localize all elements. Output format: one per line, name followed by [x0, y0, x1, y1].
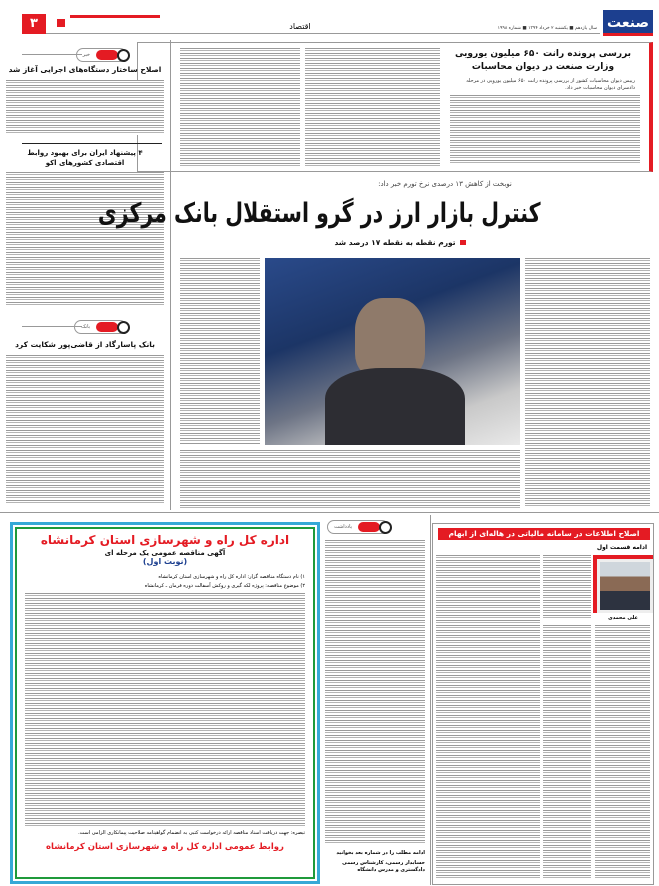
ad-footer: روابط عمومی اداره کل راه و شهرسازی استان کرمانشاه [46, 842, 284, 852]
calendar-icon [57, 19, 65, 27]
ad-subtitle: آگهی مناقصه عمومی یک مرحله ای [104, 549, 226, 557]
section-title: اقتصاد [289, 22, 311, 31]
ad-note: تبصره: جهت دریافت اسناد مناقصه ارائه درخواست کتبی به انضمام گواهینامه صلاحیت پیمانکاری الزامی است. [78, 830, 305, 836]
main-kicker: نوبخت از کاهش ۱۳ درصدی نرخ تورم خبر داد: [378, 180, 512, 188]
main-headline[interactable]: کنترل بازار ارز در گرو استقلال بانک مرکزی [97, 198, 541, 229]
bullet-icon [460, 240, 466, 245]
news-tag: خبر [76, 48, 127, 62]
bottom-story-headline[interactable]: اصلاح اطلاعات در سامانه مالیاتی در هاله‌ای از ابهام [438, 528, 650, 540]
column-tag: یادداشت [327, 520, 389, 534]
ad-title: اداره کل راه و شهرسازی استان کرمانشاه [40, 533, 290, 547]
main-headline-wrap [97, 194, 610, 234]
part-label: ادامه قسمت اول [596, 544, 647, 551]
continued-note: ادامه مطلب را در شماره بعد بخوانید [336, 850, 425, 856]
sidebar-headline-3[interactable]: بانک پاسارگاد از قاضی‌پور شکایت کرد [15, 340, 155, 349]
main-photo [265, 258, 520, 445]
top-story-headline[interactable]: بررسی پرونده رانت ۶۵۰ میلیون یورویی وزارت صنعت در دیوان محاسبات [454, 49, 632, 72]
main-subhead: تورم نقطه به نقطه ۱۷ درصد شد [280, 238, 520, 247]
sidebar-headline-2[interactable]: ۴ پیشنهاد ایران برای بهبود روابط اقتصادی کشورهای اکو [27, 149, 143, 167]
dateline: سال یازدهم ■ یکشنبه ۲ خرداد ۱۳۹۴ ■ شماره ۱۹۹۸ [497, 26, 597, 31]
author-bio: حسابدار رسمی، کارشناس رسمی دادگستری و مدرس دانشگاه [342, 860, 425, 873]
ad-round: (نوبت اول) [142, 557, 188, 566]
logo[interactable]: صنعت [603, 10, 653, 36]
page-number: ۳ [22, 14, 46, 34]
bank-tag: بانک [74, 320, 127, 334]
author-name: علی محمدی [608, 615, 638, 621]
speaker-figure [355, 298, 425, 378]
top-story-lead: رییس دیوان محاسبات کشور از بررسی پرونده رانت ۶۵۰ میلیون یورویی در مرحله دادسرای دیوان محاسبات خبر داد. [466, 78, 635, 91]
author-photo [593, 555, 653, 613]
masthead [0, 0, 659, 40]
sidebar-headline-1[interactable]: اصلاح ساختار دستگاه‌های اجرایی آغاز شد [8, 65, 162, 74]
ad-item: ۱) نام دستگاه مناقصه گزار: اداره کل راه و شهرسازی استان کرمانشاه [158, 574, 305, 580]
top-story-body [450, 95, 640, 165]
tender-ad [10, 522, 320, 884]
ad-item: ۲) موضوع مناقصه: پروژه لکه گیری و روکش آسفالت دوره فرمان ـ کرمانشاه [144, 583, 305, 589]
